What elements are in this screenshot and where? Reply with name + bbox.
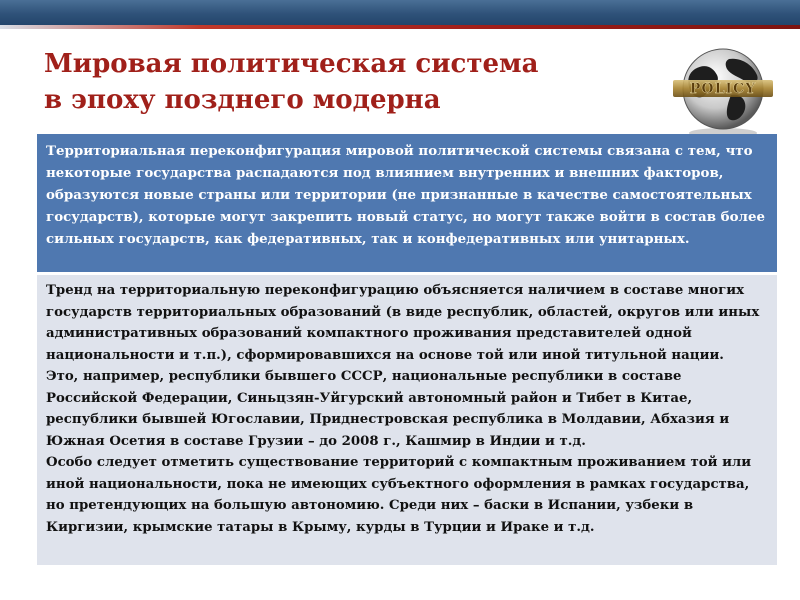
definition-box [37, 134, 777, 272]
slide-title [44, 46, 604, 118]
explanation-paragraph-1: Тренд на территориальную переконфигурацию объясняется наличием в составе многих государств территориальных образований (в виде республик, областей, округов или иных административных образований компактного проживания представителей одной национальности и т.п.), сформировавшихся на основе той или иной титульной нации. [46, 283, 760, 363]
top-banner [0, 0, 800, 25]
policy-logo [665, 45, 780, 140]
slide-title-line-1: Мировая политическая система [44, 49, 539, 79]
explanation-paragraph-2: Это, например, республики бывшего СССР, национальные республики в составе Российской Федерации, Синьцзян-Уйгурский автономный район и Тибет в Китае, республики бывшей Югославии, Приднестровская республика в Молдавии, Абхазия и Южная Осетия в составе Грузии – до 2008 г., Кашмир в Индии и т.д. [46, 369, 730, 449]
logo-text: POLICY [689, 81, 757, 97]
explanation-paragraph-3: Особо следует отметить существование территорий с компактным проживанием той или иной национальности, пока не имеющих субъектного оформления в рамках государства, но претендующих на большую автономию. Среди них – баски в Испании, узбеки в Киргизии, крымские татары в Крыму, курды в Турции и Ираке и т.д. [46, 455, 752, 535]
slide-title-line-2: в эпоху позднего модерна [44, 85, 441, 115]
definition-text: Территориальная переконфигурация мировой политической системы связана с тем, что некоторые государства распадаются под влиянием внутренних и внешних факторов, образуются новые страны или территории (не признанные в качестве самостоятельных государств), которые могут закрепить новый статус, но могут также войти в состав более сильных государств, как федеративных, так и конфедеративных или унитарных. [46, 143, 766, 247]
explanation-box [37, 275, 777, 565]
top-accent-stripe [0, 25, 800, 29]
globe-icon [665, 45, 780, 140]
